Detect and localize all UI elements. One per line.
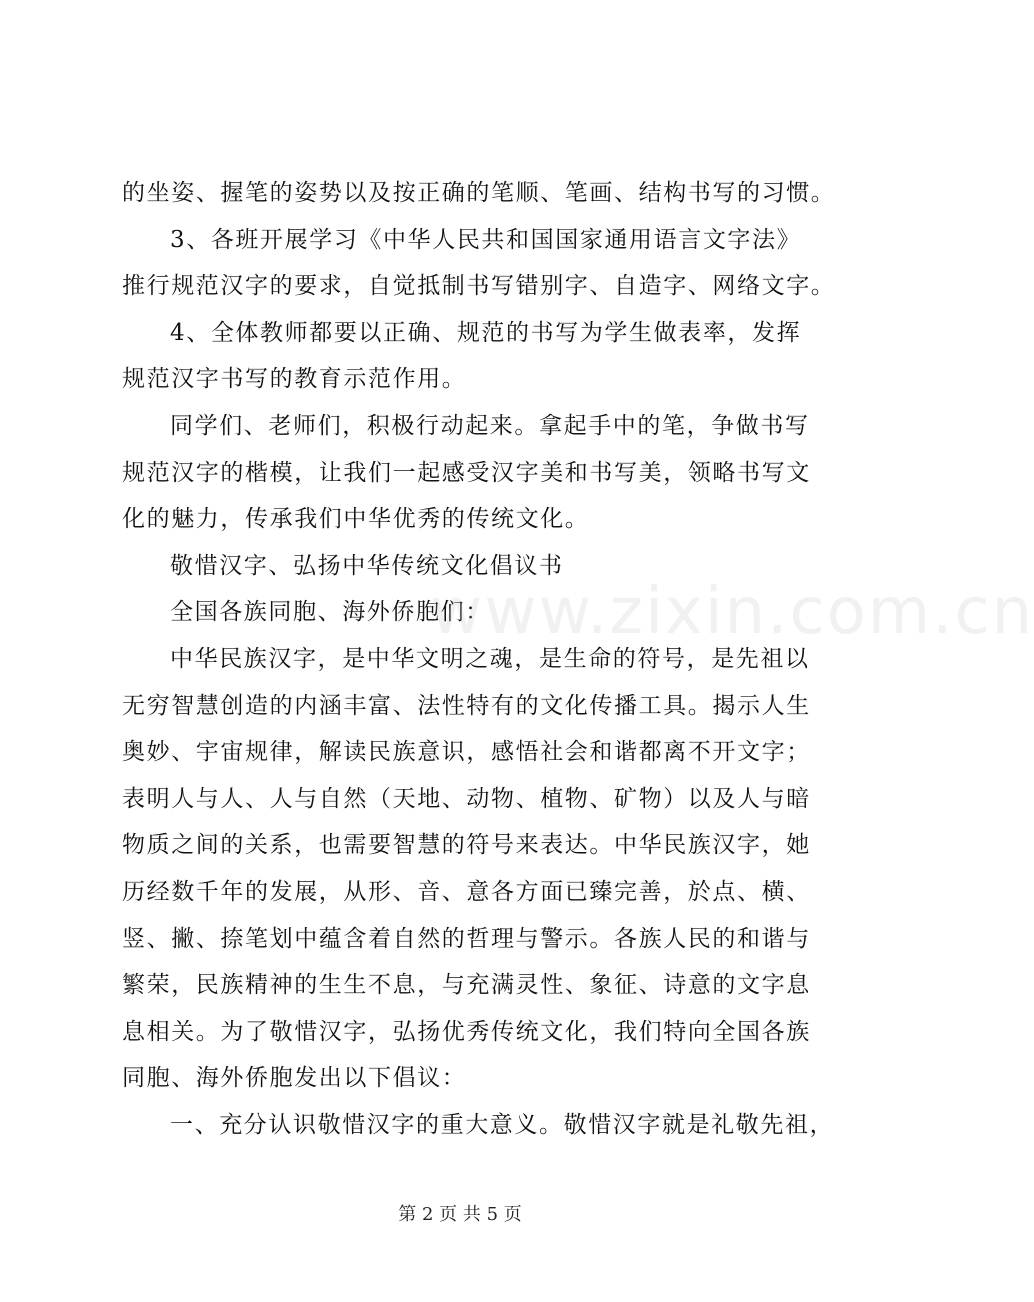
text-line: 同胞、海外侨胞发出以下倡议： bbox=[122, 1065, 467, 1092]
text-line: 规范汉字书写的教育示范作用。 bbox=[122, 366, 467, 393]
text-line: 中华民族汉字，是中华文明之魂，是生命的符号，是先祖以 bbox=[170, 645, 810, 672]
text-line: 4、全体教师都要以正确、规范的书写为学生做表率，发挥 bbox=[170, 319, 802, 346]
text-line: 同学们、老师们，积极行动起来。拿起手中的笔，争做书写 bbox=[170, 412, 810, 439]
document-body bbox=[122, 170, 836, 1148]
text-line: 物质之间的关系，也需要智慧的符号来表达。中华民族汉字，她 bbox=[122, 832, 811, 859]
text-line: 无穷智慧创造的内涵丰富、法性特有的文化传播工具。揭示人生 bbox=[122, 692, 811, 719]
page-footer: 第 2 页 共 5 页 bbox=[398, 1204, 522, 1225]
text-line: 推行规范汉字的要求，自觉抵制书写错别字、自造字、网络文字。 bbox=[122, 273, 836, 300]
text-line: 繁荣，民族精神的生生不息，与充满灵性、象征、诗意的文字息 bbox=[122, 972, 811, 999]
salutation: 全国各族同胞、海外侨胞们： bbox=[170, 599, 490, 626]
watermark: www.zixin.com.cn bbox=[430, 575, 1034, 649]
text-line: 化的魅力，传承我们中华优秀的传统文化。 bbox=[122, 506, 590, 533]
text-line: 3、各班开展学习《中华人民共和国国家通用语言文字法》 bbox=[170, 226, 802, 253]
text-line: 息相关。为了敬惜汉字，弘扬优秀传统文化，我们特向全国各族 bbox=[122, 1018, 811, 1045]
text-line: 的坐姿、握笔的姿势以及按正确的笔顺、笔画、结构书写的习惯。 bbox=[122, 180, 836, 206]
text-line: 规范汉字的楷模，让我们一起感受汉字美和书写美，领略书写文 bbox=[122, 459, 811, 486]
text-line: 历经数千年的发展，从形、音、意各方面已臻完善，於点、横、 bbox=[122, 878, 811, 905]
text-line: 表明人与人、人与自然（天地、动物、植物、矿物）以及人与暗 bbox=[122, 785, 811, 812]
text-line: 一、充分认识敬惜汉字的重大意义。敬惜汉字就是礼敬先祖， bbox=[170, 1111, 835, 1138]
text-line: 竖、撇、捺笔划中蕴含着自然的哲理与警示。各族人民的和谐与 bbox=[122, 925, 811, 952]
section-title: 敬惜汉字、弘扬中华传统文化倡议书 bbox=[170, 552, 564, 579]
text-line: 奥妙、宇宙规律，解读民族意识，感悟社会和谐都离不开文字； bbox=[122, 739, 811, 766]
